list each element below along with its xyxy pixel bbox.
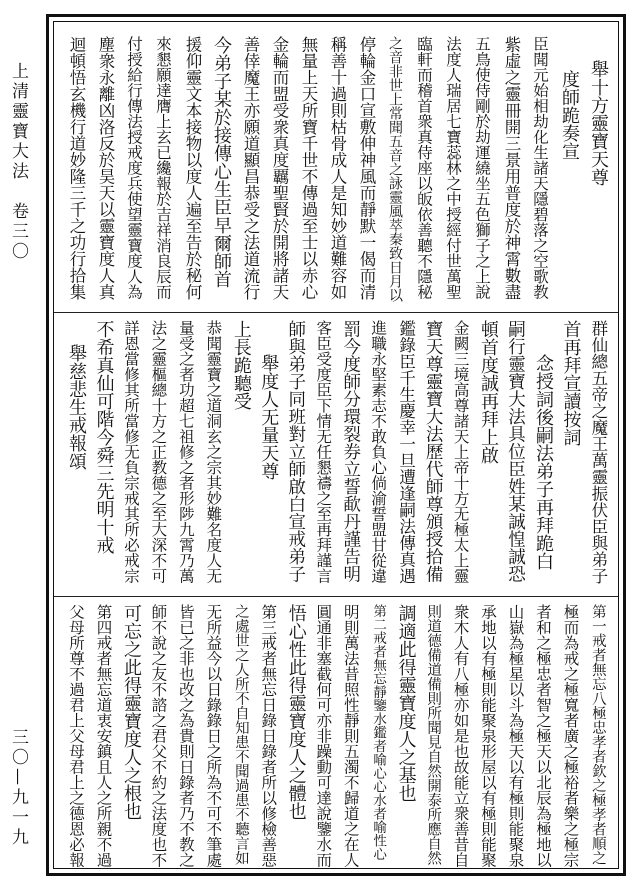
text-column: 上長跪聽受 (230, 320, 252, 410)
text-column: 善倖魔王亦願道顯昌恭受之法道流行 (241, 36, 260, 300)
text-column: 塵衆永離凶洛反於昊天以靈寶度人真 (96, 36, 115, 300)
text-column: 恭聞靈寶之道洞玄之宗其妙難名度人无 (204, 320, 223, 584)
section-divider (54, 596, 618, 597)
text-column: 紫虛之靈冊開三景用普度於神霄數盡 (502, 36, 521, 300)
text-column: 舉十方靈寶天尊 (588, 60, 609, 186)
page-inner-border (53, 21, 619, 869)
text-column: 師與弟子同班對立師啟白宣戒弟子 (285, 320, 306, 583)
text-column: 臨軒而稽首衆真侍座以皈依善聽不隱秘 (415, 36, 433, 300)
margin-title: 上清靈寶大法 卷三〇 (8, 62, 28, 262)
text-column: 念授詞後嗣法弟子再拜跪白 (532, 354, 554, 570)
text-column: 首再拜宣讀按詞 (560, 320, 582, 446)
text-column: 金闕三境高尊諸天上帝十方无極太上靈 (451, 320, 470, 584)
text-column: 進職永堅素志不敢負心倘渝誓盟甘從違 (369, 320, 388, 584)
text-column: 无所益今以日錄錄日之所為不可不筆處 (204, 604, 223, 868)
text-column: 五鳥使侍剛於劫運繞坐五色獅子之上說 (473, 36, 491, 300)
text-column: 寶天尊靈寶大法歷代師尊頒授拾備 (423, 320, 444, 583)
text-column: 舉度人无量天尊 (258, 354, 280, 480)
text-column: 可忘之此得靈寶度人之根也 (120, 604, 142, 820)
text-column: 山嶽為極星以斗為極天以有極則能聚泉 (506, 604, 525, 868)
text-column: 皆已之非也改之為貴則日錄者乃不教之 (176, 604, 195, 868)
text-column: 調適此得靈寶度人之基也 (395, 604, 417, 802)
text-column: 停輪金口宣敷伸神風而靜默一偈而清 (357, 36, 376, 300)
text-column: 來懇願達膺上玄已纔報於吉祥消良辰而 (154, 36, 172, 300)
text-column: 法度人瑞居七寶蕊林之中授經付世萬聖 (444, 36, 462, 300)
text-column: 衆木人有八極亦如是也故能立衆善昔自 (451, 604, 470, 868)
text-column: 援仰靈文本接物以度人遍至告於秘何 (183, 36, 202, 300)
page-frame (46, 14, 626, 876)
text-column: 群仙總五帝之魔王萬靈振伏臣與弟子 (588, 320, 608, 584)
text-column: 付授給行傳法授戒度兵使望靈寶度人為 (125, 36, 143, 300)
text-column: 量受之者功超七祖修之者形陟九霄乃萬 (176, 320, 195, 584)
text-column: 頓首度誠再拜上啟 (478, 320, 500, 464)
text-column: 法之靈樞總十方之正教德之至大深不可 (149, 320, 168, 584)
text-column: 圓通非塞截何可亦非躁動可達說鑒水而 (314, 604, 333, 868)
text-column: 舉慈悲生戒報頌 (66, 344, 87, 470)
text-column: 度師跪奏宣 (559, 70, 580, 160)
text-column: 客臣受度臣下情无任懇禱之至再拜謹言 (314, 320, 333, 584)
text-column: 師不說之友不諮之君父不約之法度也不 (149, 604, 168, 868)
text-column: 則道德備道備則所聞見自然開泰所應自然 (425, 604, 442, 865)
text-column: 臣聞元始相劫化生諸天隱碧落之空歌教 (531, 36, 549, 300)
text-column: 悟心性此得靈寶度人之體也 (285, 604, 307, 820)
text-section-2 (64, 320, 610, 588)
text-section-3 (64, 604, 610, 868)
text-column: 金輪而盟受衆真度覊聖賢於開將諸天 (270, 36, 289, 300)
text-column: 詳恩當修其所當修无負宗戒其所必戒宗 (121, 320, 140, 584)
text-column: 稱善十過則枯骨成人是知妙道難容如 (328, 36, 347, 300)
text-column: 罰今度師分環裂券立誓歃丹謹告明 (340, 320, 361, 583)
text-column: 第一戒者無忘八極忠孝者欽之極孝者順之 (589, 604, 606, 865)
text-column: 鑑錄臣千生慶幸一旦遭逢嗣法傳真遇 (396, 320, 416, 584)
text-column: 第四戒者無忘道衷安鎮且人之所親不過 (94, 604, 113, 868)
text-column: 無量上天所寶千世不傳過至士以赤心 (299, 36, 318, 300)
text-column: 者和之極忠者智之極天以北辰為極地以 (533, 604, 552, 868)
text-column: 明則萬法昔照性靜則五濁不歸道之在人 (341, 604, 360, 868)
text-section-1 (64, 36, 610, 304)
text-column: 第二戒者無忘靜鑒水鑑者喻心心水者喻性心 (370, 604, 387, 861)
text-column: 極而為戒之極寬者廣之極裕者樂之極宗 (561, 604, 580, 868)
text-column: 今弟子某於接傳心生臣早爾師首 (211, 36, 232, 288)
text-column: 迴頓悟玄機行道妙隆三千之功行拾集 (67, 36, 86, 300)
text-column: 第三戒者無忘日錄日錄者所以修檢善惡 (259, 604, 278, 868)
text-column: 承地以有極則能聚泉形屋以有極則能聚 (479, 604, 498, 868)
text-column: 嗣行靈寶大法具位臣姓某誠惶誠恐 (505, 320, 526, 583)
text-column: 不希真仙可階今舜三先明十戒 (93, 320, 115, 554)
section-divider (54, 312, 618, 313)
text-column: 父母所尊不過君上父母君上之德恩必報 (67, 604, 85, 868)
text-column: 之音非世上常聞五音之詠靈風萃秦致日月以 (387, 36, 403, 302)
margin-page-number: 三〇—九一九 (8, 728, 28, 848)
text-column: 之處世之人所不自知患不聞過患不聽言如 (232, 604, 249, 865)
